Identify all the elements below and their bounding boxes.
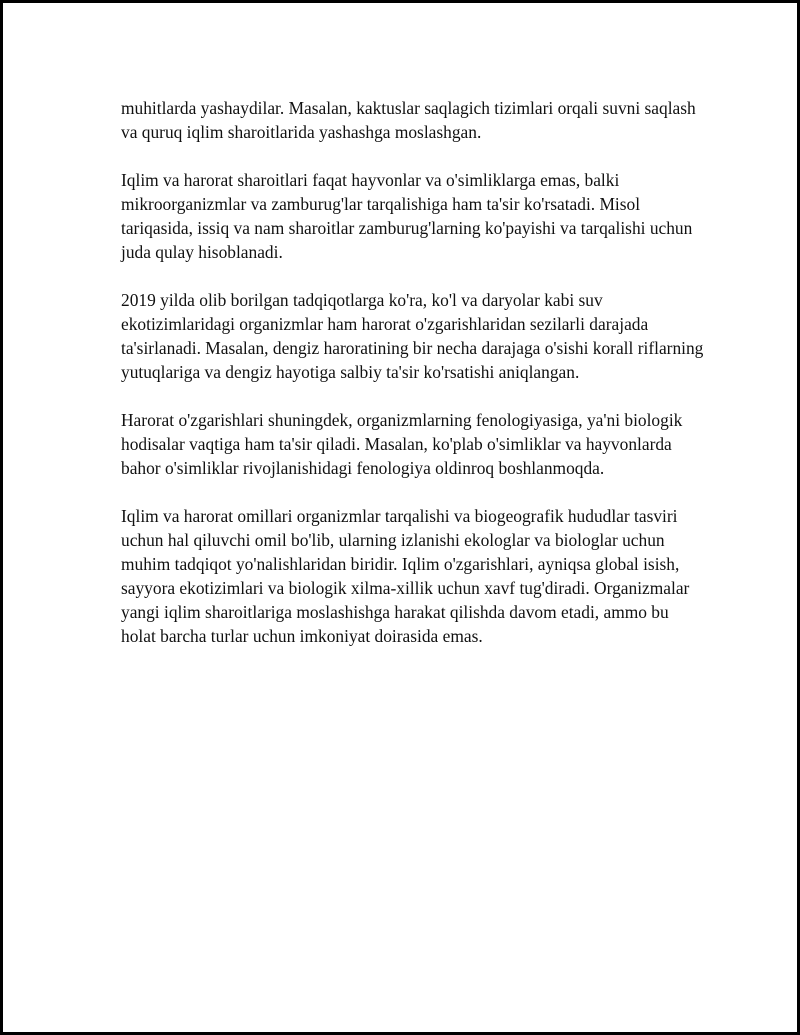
paragraph-5: Iqlim va harorat omillari organizmlar tarqalishi va biogeografik hududlar tasviri uchun hal qiluvchi omil bo'lib, ularning izlanishi ekologlar va biologlar uchun muhim tadqiqot yo'nalishlaridan biridir. Iqlim o'zgarishlari, ayniqsa global isish, sayyora ekotizimlari va biologik xilma-xillik uchun xavf tug'diradi. Organizmalar yangi iqlim sharoitlariga moslashishga harakat qilishda davom etadi, ammo bu holat barcha turlar uchun imkoniyat doirasida emas. [121,506,690,646]
paragraph-3: 2019 yilda olib borilgan tadqiqotlarga ko'ra, ko'l va daryolar kabi suv ekotizimlaridagi organizmlar ham harorat o'zgarishlaridan sezilarli darajada ta'sirlanadi. Masalan, dengiz haroratining bir necha darajaga o'sishi korall riflarning yutuqlariga va dengiz hayotiga salbiy ta'sir ko'rsatishi aniqlangan. [121,290,704,382]
paragraph-4: Harorat o'zgarishlari shuningdek, organizmlarning fenologiyasiga, ya'ni biologik hodisalar vaqtiga ham ta'sir qiladi. Masalan, ko'plab o'simliklar va hayvonlarda bahor o'simliklar rivojlanishidagi fenologiya oldinroq boshlanmoqda. [121,410,683,478]
document-body [121,96,706,672]
paragraph-1: muhitlarda yashaydilar. Masalan, kaktuslar saqlagich tizimlari orqali suvni saqlash va quruq iqlim sharoitlarida yashashga moslashgan. [121,98,696,142]
paragraph-2: Iqlim va harorat sharoitlari faqat hayvonlar va o'simliklarga emas, balki mikroorganizmlar va zamburug'lar tarqalishiga ham ta'sir ko'rsatadi. Misol tariqasida, issiq va nam sharoitlar zamburug'larning ko'payishi va tarqalishi uchun juda qulay hisoblanadi. [121,170,693,262]
